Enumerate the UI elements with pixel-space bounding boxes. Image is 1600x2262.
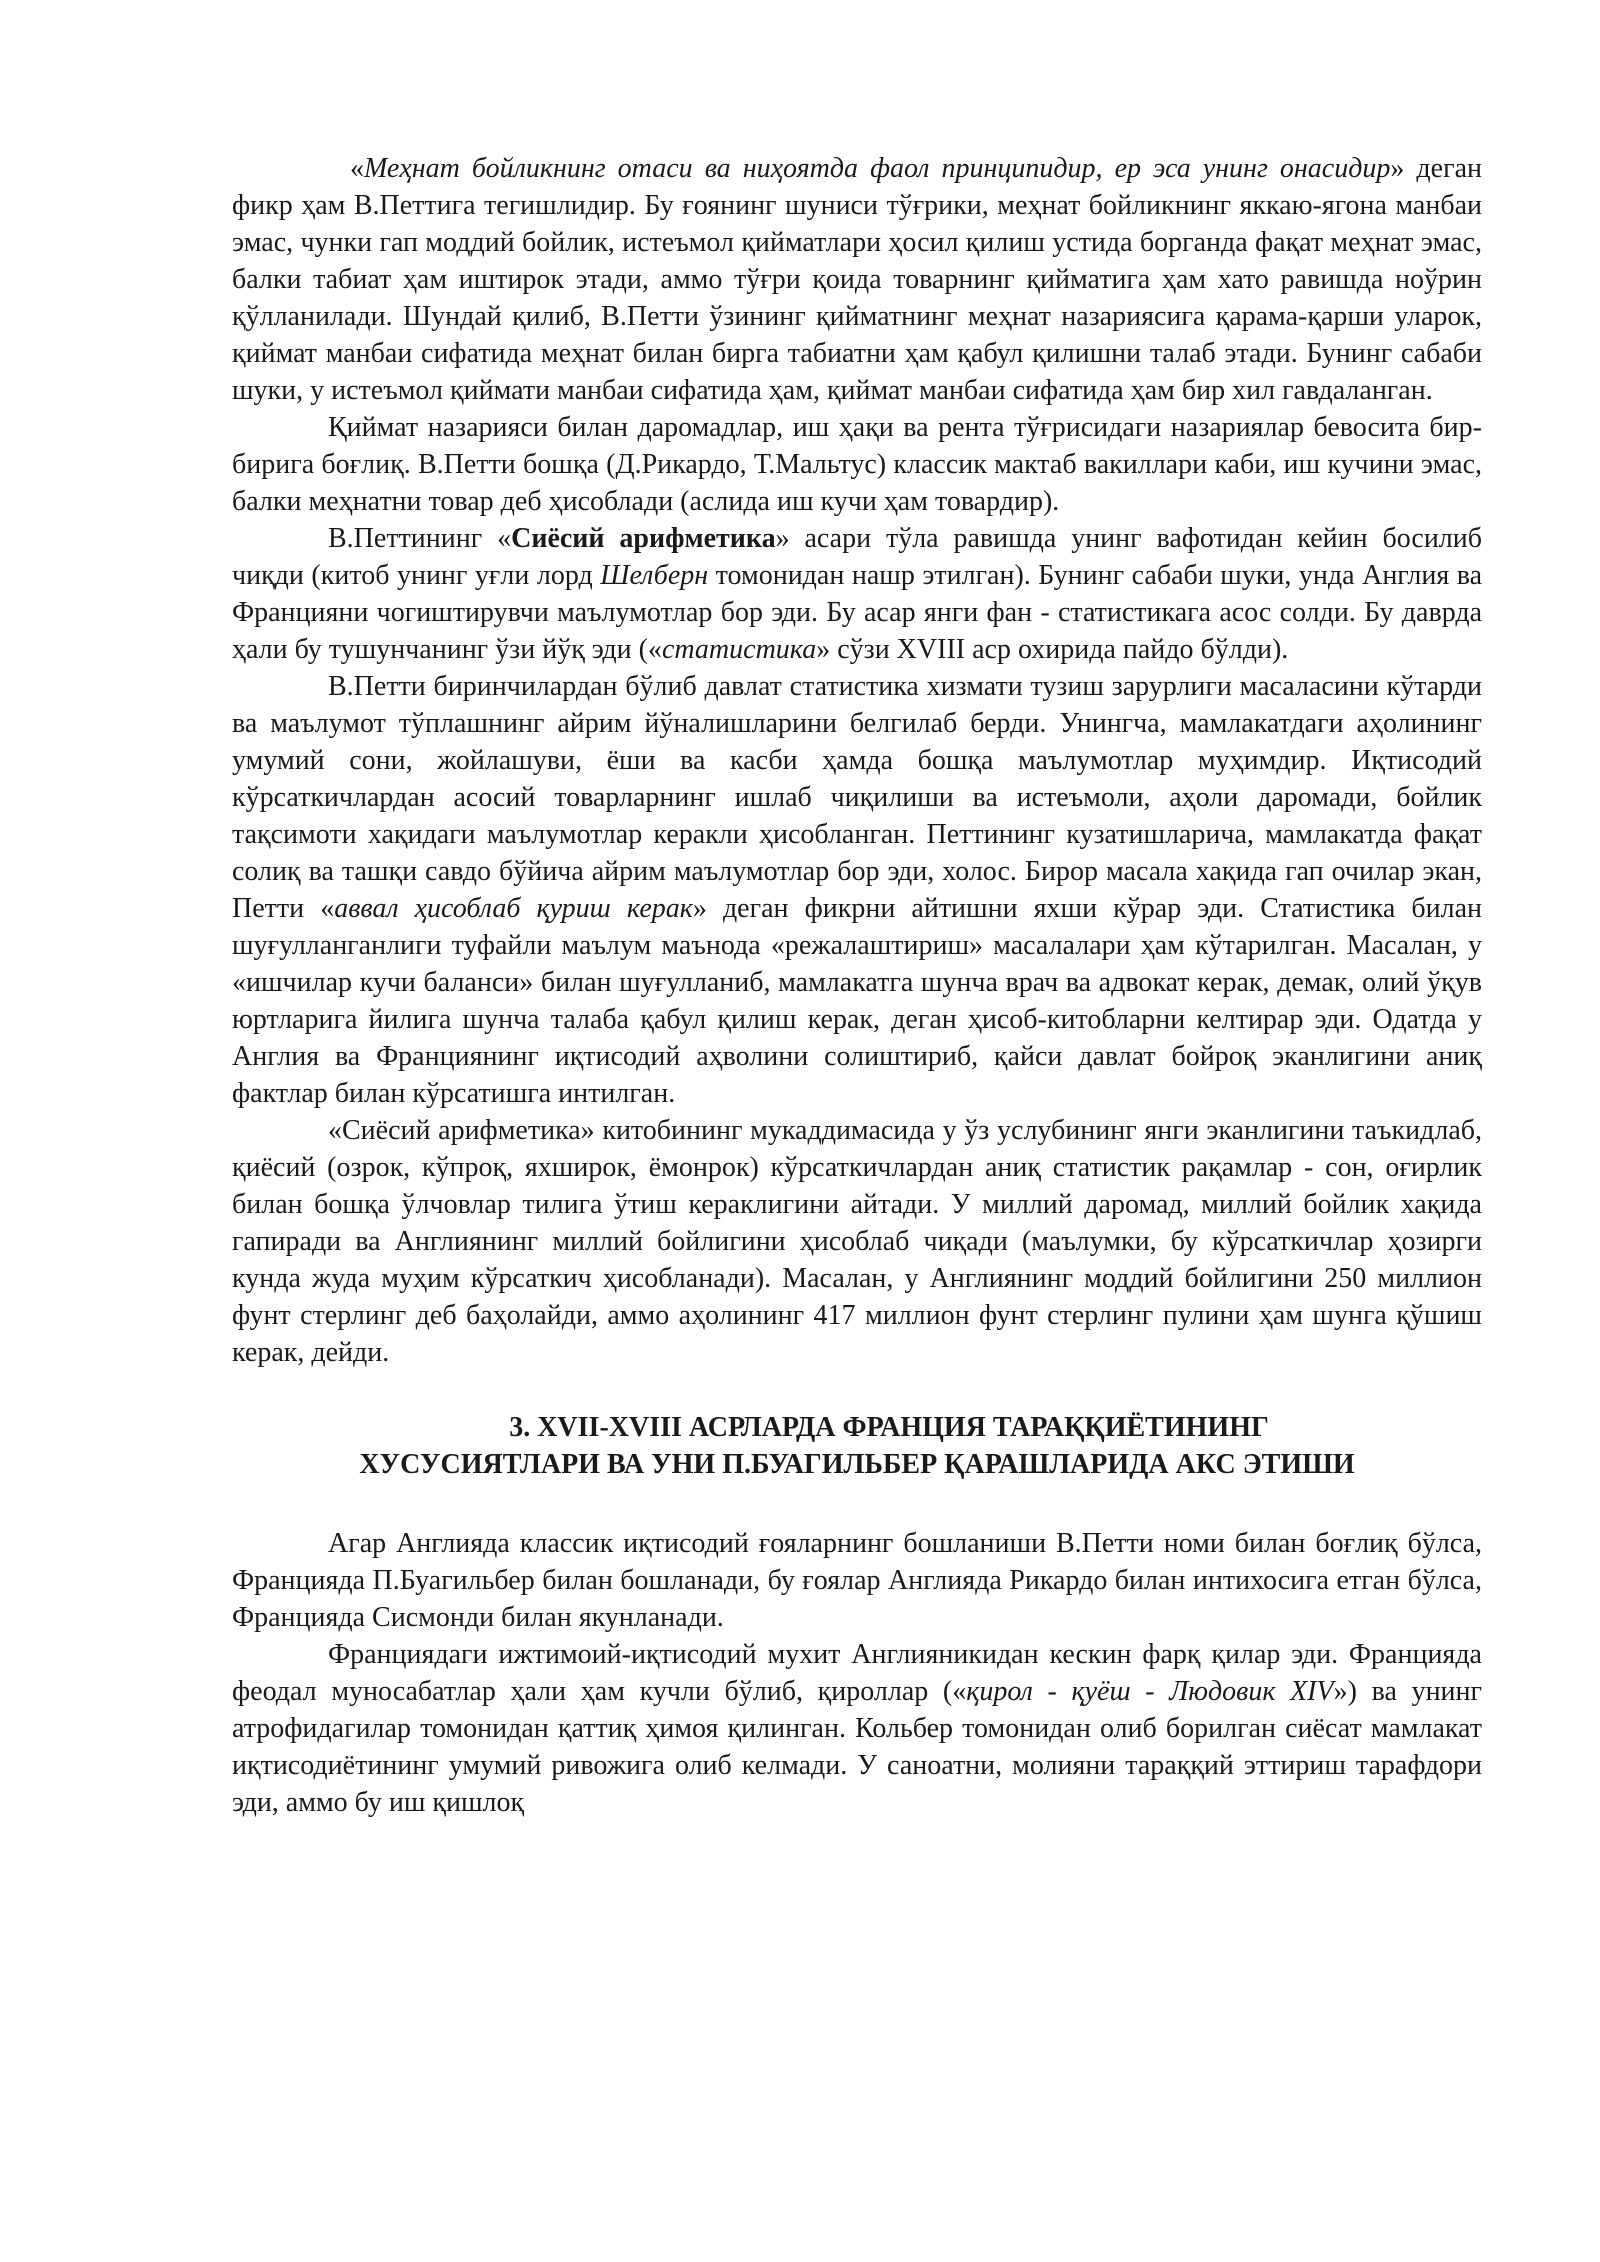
text-run: » деган фикр ҳам В.Петтига тегишлидир. Бу ғоянинг шуниси тўғрики, меҳнат бойликнинг яккаю-ягона манбаи эмас, чунки гап моддий бойлик, истеъмол қийматлари ҳосил қилиш устида борганда фақат меҳнат эмас, балки табиат ҳам иштирок этади, аммо тўғри қоида товарнинг қийматига ҳам хато равишда ноўрин қўлланилади. Шундай қилиб, В.Петти ўзининг қийматнинг меҳнат назариясига қарама-қарши уларок, қиймат манбаи сифатида меҳнат билан бирга табиатни ҳам қабул қилишни талаб этади. Бунинг сабаби шуки, у истеъмол қиймати манбаи сифатида ҳам, қиймат манбаи сифатида ҳам бир хил гавдаланган.	[232, 153, 1482, 406]
text-run: «Сиёсий арифметика» китобининг мукаддимасида у ўз услубининг янги эканлигини таъкидлаб, қиёсий (озрок, кўпроқ, яхширок, ёмонрок) кўрсаткичлардан аниқ статистик рақамлар - сон, оғирлик билан бошқа ўлчовлар тилига ўтиш кераклигини айтади. У миллий даромад, миллий бойлик хақида гапиради ва Англиянинг миллий бойлигини ҳисоблаб чиқади (маълумки, бу кўрсаткичлар ҳозирги кунда жуда муҳим кўрсаткич ҳисобланади). Масалан, у Англиянинг моддий бойлигини 250 миллион фунт стерлинг деб баҳолайди, аммо аҳолининг 417 миллион фунт стерлинг пулини ҳам шунга қўшиш керак, дейди.	[232, 1115, 1482, 1368]
italic-text: статистика	[661, 634, 817, 665]
body-after-heading	[232, 1525, 1482, 1821]
paragraph	[232, 668, 1482, 1112]
paragraph	[232, 409, 1482, 520]
section-heading-line-2: ХУСУСИЯТЛАРИ ВА УНИ П.БУАГИЛЬБЕР ҚАРАШЛАРИДА АКС ЭТИШИ	[359, 1449, 1355, 1480]
paragraph	[232, 1525, 1482, 1636]
bold-text: Сиёсий арифметика	[511, 523, 776, 554]
text-run: Агар Англияда классик иқтисодий ғояларнинг бошланиши В.Петти номи билан боғлиқ бўлса, Францияда П.Буагильбер билан бошланади, бу ғоялар Англияда Рикардо билан интихосига етган бўлса, Францияда Сисмонди билан якунланади.	[232, 1528, 1482, 1633]
section-heading-line-1: 3. XVII-XVIII АСРЛАРДА ФРАНЦИЯ ТАРАҚҚИЁТИНИНГ	[509, 1412, 1269, 1443]
text-run: » сўзи XVIII аср охирида пайдо бўлди).	[816, 634, 1289, 665]
paragraph	[232, 150, 1482, 409]
paragraph	[232, 1112, 1482, 1371]
body-before-heading	[232, 150, 1482, 1371]
text-run: Франциядаги ижтимоий-иқтисодий мухит Англияникидан кескин фарқ қилар эди. Францияда феодал муносабатлар ҳали ҳам кучли бўлиб, қироллар («	[232, 1639, 1482, 1707]
text-run: ») ва унинг атрофидагилар томонидан қаттиқ ҳимоя қилинган. Кольбер томонидан олиб борилган сиёсат мамлакат иқтисодиётининг умумий ривожига олиб келмади. У саноатни, молияни тараққий эттириш тарафдори эди, аммо бу иш қишлоқ	[232, 1676, 1483, 1818]
italic-text: қирол - қуёш - Людовик XIV	[966, 1676, 1334, 1707]
italic-text: Шелберн	[600, 560, 709, 591]
text-run: Қиймат назарияси билан даромадлар, иш ҳақи ва рента тўғрисидаги назариялар бевосита бир-бирига боғлиқ. В.Петти бошқа (Д.Рикардо, Т.Мальтус) классик мактаб вакиллари каби, иш кучини эмас, балки меҳнатни товар деб ҳисоблади (аслида иш кучи ҳам товардир).	[232, 412, 1482, 517]
paragraph	[232, 1636, 1482, 1821]
italic-text: аввал ҳисоблаб қуриш керак	[334, 893, 693, 924]
paragraph	[232, 520, 1482, 668]
text-run: В.Петтининг «	[328, 523, 512, 554]
italic-text: Меҳнат бойликнинг отаси ва ниҳоятда фаол принципидир, ер эса унинг онасидир	[364, 153, 1391, 184]
text-run: » асари тўла равишда унинг вафотидан кейин босилиб чиқди (китоб унинг уғли лорд	[232, 523, 1483, 591]
text-run: «	[350, 153, 364, 184]
text-run: В.Петти биринчилардан бўлиб давлат статистика хизмати тузиш зарурлиги масаласини кўтарди ва маълумот тўплашнинг айрим йўналишларини белгилаб берди. Унингча, мамлакатдаги аҳолининг умумий сони, жойлашуви, ёши ва касби ҳамда бошқа маълумотлар муҳимдир. Иқтисодий кўрсаткичлардан асосий товарларнинг ишлаб чиқилиши ва истеъмоли, аҳоли даромади, бойлик тақсимоти хақидаги маълумотлар керакли ҳисобланган. Петтининг кузатишларича, мамлакатда фақат солиқ ва ташқи савдо бўйича айрим маълумотлар бор эди, холос. Бирор масала хақида гап очилар экан, Петти «	[232, 671, 1482, 924]
text-run: томонидан нашр этилган). Бунинг сабаби шуки, унда Англия ва Францияни чогиштирувчи маълумотлар бор эди. Бу асар янги фан - статистикага асос солди. Бу даврда ҳали бу тушунчанинг ўзи йўқ эди («	[232, 560, 1482, 665]
section-heading	[232, 1409, 1482, 1483]
text-run: » деган фикрни айтишни яхши кўрар эди. Статистика билан шуғулланганлиги туфайли маълум маънода «режалаштириш» масалалари ҳам кўтарилган. Масалан, у «ишчилар кучи баланси» билан шуғулланиб, мамлакатга шунча врач ва адвокат керак, демак, олий ўқув юртларига йилига шунча талаба қабул қилиш керак, деган ҳисоб-китобларни келтирар эди. Одатда у Англия ва Франциянинг иқтисодий аҳволини солиштириб, қайси давлат бойроқ эканлигини аниқ фактлар билан кўрсатишга интилган.	[232, 893, 1482, 1109]
